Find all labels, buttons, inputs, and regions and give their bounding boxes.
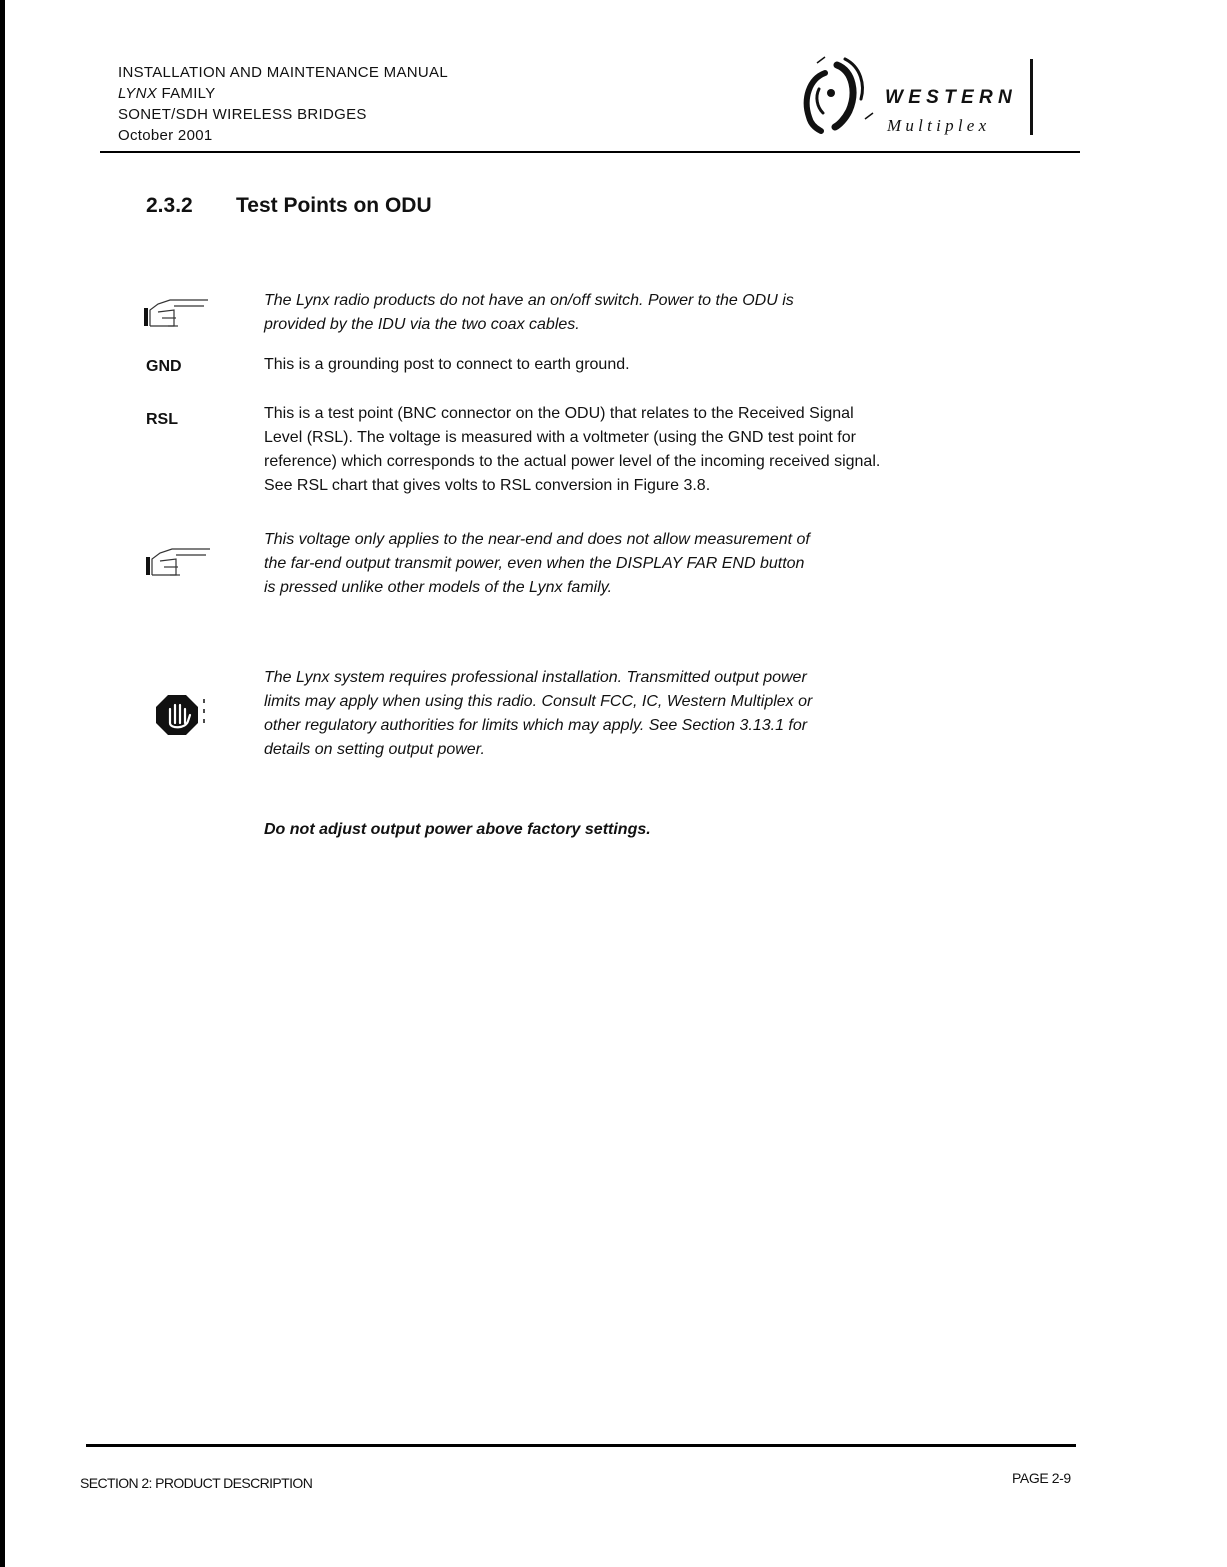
- note2-line: This voltage only applies to the near-end and does not allow measurement of: [264, 531, 810, 548]
- header-manual-title: INSTALLATION AND MAINTENANCE MANUAL: [118, 64, 448, 81]
- note1-line: provided by the IDU via the two coax cables.: [264, 316, 580, 333]
- western-multiplex-logo: [795, 55, 1045, 145]
- header-family: FAMILY: [157, 85, 216, 102]
- logo-word-western: W E S T E R N: [885, 87, 1012, 108]
- header-lynx: LYNX: [118, 85, 158, 102]
- header-date: October 2001: [118, 127, 213, 144]
- header-product-family: [118, 83, 448, 104]
- stop-hand-icon: [156, 693, 210, 735]
- footer-divider: [86, 1444, 1076, 1447]
- gnd-description: This is a grounding post to connect to earth ground.: [264, 356, 630, 373]
- note2-line: the far-end output transmit power, even when the DISPLAY FAR END button: [264, 555, 805, 572]
- note-far-end-measurement: [264, 528, 810, 600]
- note-power-supply: [264, 289, 794, 337]
- footer-page-number: PAGE 2-9: [1012, 1470, 1071, 1486]
- term-gnd: GND: [146, 358, 182, 375]
- warning-line: other regulatory authorities for limits which may apply. See Section 3.13.1 for: [264, 717, 808, 734]
- warning-line: The Lynx system requires professional installation. Transmitted output power: [264, 669, 807, 686]
- pointing-hand-icon: [146, 545, 216, 579]
- note1-line: The Lynx radio products do not have an on/off switch. Power to the ODU is: [264, 292, 794, 309]
- rsl-line: See RSL chart that gives volts to RSL conversion in Figure 3.8.: [264, 477, 711, 494]
- section-number: 2.3.2: [146, 194, 193, 217]
- emphasis-do-not-adjust: Do not adjust output power above factory settings.: [264, 821, 651, 838]
- warning-line: details on setting output power.: [264, 741, 485, 758]
- scan-edge-bar: [0, 0, 5, 1567]
- note2-line: is pressed unlike other models of the Lynx family.: [264, 579, 613, 596]
- rsl-line: reference) which corresponds to the actual power level of the incoming received signal.: [264, 453, 881, 470]
- warning-line: limits may apply when using this radio. Consult FCC, IC, Western Multiplex or: [264, 693, 813, 710]
- rsl-line: This is a test point (BNC connector on the ODU) that relates to the Received Signal: [264, 405, 854, 422]
- term-rsl: RSL: [146, 411, 178, 428]
- pointing-hand-icon: [144, 296, 214, 330]
- rsl-description: [264, 402, 880, 498]
- logo-word-multiplex: M u l t i p l e x: [887, 116, 987, 135]
- warning-professional-installation: [264, 666, 812, 762]
- header-divider: [100, 151, 1080, 153]
- section-title: Test Points on ODU: [236, 194, 432, 217]
- rsl-line: Level (RSL). The voltage is measured with a voltmeter (using the GND test point for: [264, 429, 856, 446]
- document-header: [118, 62, 448, 146]
- footer-section: SECTION 2: PRODUCT DESCRIPTION: [80, 1475, 313, 1491]
- header-subtitle: SONET/SDH WIRELESS BRIDGES: [118, 106, 367, 123]
